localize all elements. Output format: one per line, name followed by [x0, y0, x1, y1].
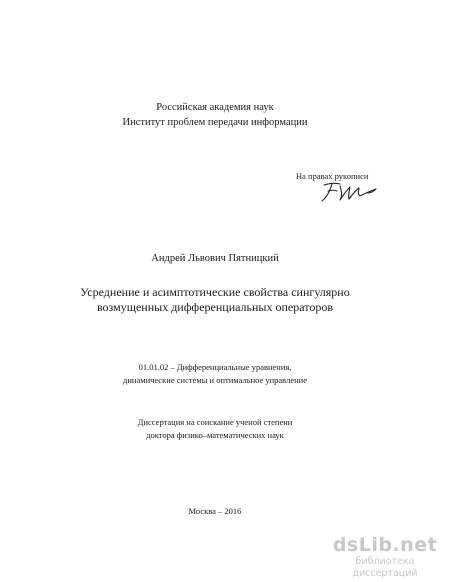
degree-line-2: доктора физико–математических наук	[146, 430, 284, 440]
institution-header	[0, 100, 430, 130]
degree-line-1: Диссертация на соискание ученой степени	[137, 417, 293, 427]
watermark-logo: dsLib.net	[332, 534, 438, 556]
degree-statement	[0, 416, 430, 442]
specialty	[0, 361, 430, 387]
institution-academy: Российская академия наук	[156, 102, 274, 113]
place-year: Москва – 2016	[188, 506, 242, 516]
watermark	[327, 535, 443, 580]
manuscript-note: На правах рукописи	[296, 171, 369, 181]
watermark-subtitle: библиотека диссертаций	[352, 556, 418, 579]
specialty-line-2: динамические системы и оптимальное управление	[123, 375, 307, 385]
institution-institute: Институт проблем передачи информации	[122, 117, 308, 128]
title-line-1: Усреднение и асимптотические свойства сингулярно	[80, 285, 350, 299]
title-line-2: возмущенных дифференциальных операторов	[96, 300, 334, 314]
dissertation-title	[0, 285, 430, 315]
author-name: Андрей Львович Пятницкий	[151, 253, 279, 264]
specialty-line-1: 01.01.02 – Дифференциальные уравнения,	[138, 362, 292, 372]
handwritten-signature	[318, 180, 380, 204]
